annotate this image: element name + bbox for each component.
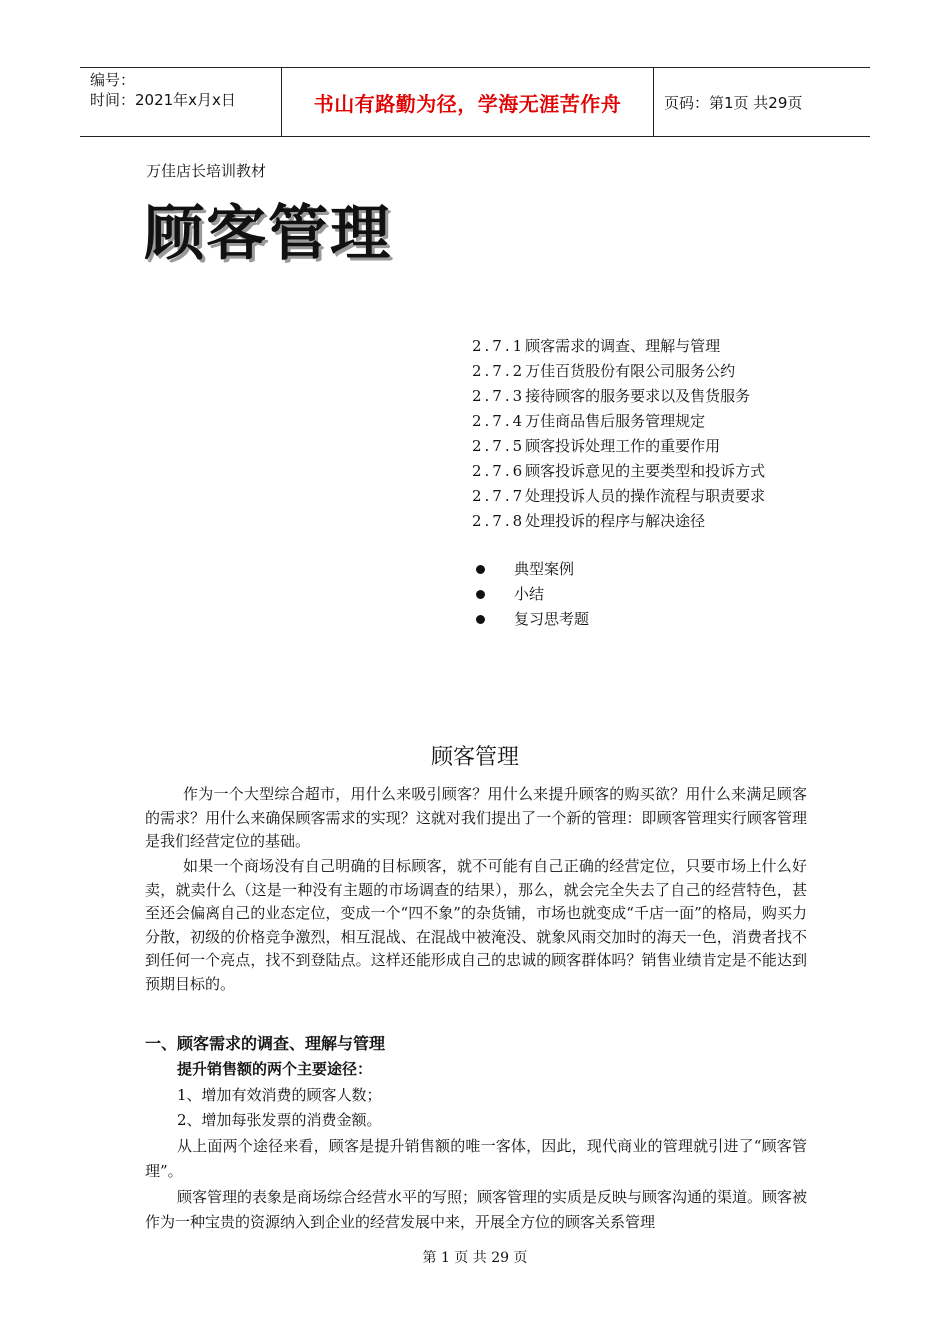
sub-heading: 提升销售额的两个主要途径： [177,1060,373,1078]
section-content [145,1057,807,1236]
list-item: 1、增加有效消费的顾客人数； [177,1085,382,1104]
toc-item: 2.7.1顾客需求的调查、理解与管理 [472,337,721,355]
table-of-contents [472,334,765,534]
header-motto-cell [282,68,654,136]
bullet-item: 复习思考题 [476,607,589,632]
toc-item: 2.7.5顾客投诉处理工作的重要作用 [472,437,721,455]
bullet-dot-icon [476,590,485,599]
toc-item: 2.7.6顾客投诉意见的主要类型和投诉方式 [472,462,766,480]
header-page-cell [654,68,870,136]
body-paragraph: 如果一个商场没有自己明确的目标顾客，就不可能有自己正确的经营定位，只要市场上什么好卖，就卖什么（这是一种没有主题的市场调查的结果），那么，就会完全失去了自己的经营特色，甚至还会偏离自己的业态定位，变成一个“四不象”的杂货铺，市场也就变成“千店一面”的格局，购买力分散，初级的价格竞争激烈，相互混战、在混战中被淹没、就象风雨交加时的海天一色，消费者找不到任何一个亮点，找不到登陆点。这样还能形成自己的忠诚的顾客群体吗？销售业绩肯定是不能达到预期目标的。 [145,857,807,993]
list-item: 2、增加每张发票的消费金额。 [177,1111,382,1129]
document-title: 顾客管理 [144,199,392,269]
bullet-item: 小结 [476,582,589,607]
heading-level-1: 一、顾客需求的调查、理解与管理 [145,1034,386,1053]
bullet-dot-icon [476,615,485,624]
document-subtitle: 万佳店长培训教材 [146,162,267,180]
section-title: 顾客管理 [430,745,519,770]
header-meta-cell [80,68,282,136]
time-label: 时间：2021年x月x日 [90,91,236,109]
body-paragraph: 从上面两个途径来看，顾客是提升销售额的唯一客体，因此，现代商业的管理就引进了“顾客管理”。 [145,1136,807,1180]
page-info: 页码：第1页 共29页 [664,93,803,112]
bullet-dot-icon [476,565,485,574]
body-paragraph: 作为一个大型综合超市，用什么来吸引顾客？用什么来提升顾客的购买欲？用什么来满足顾客的需求？用什么来确保顾客需求的实现？这就对我们提出了一个新的管理：即顾客管理实行顾客管理是我们经营定位的基础。 [145,785,807,851]
toc-item: 2.7.2万佳百货股份有限公司服务公约 [472,362,736,380]
number-label: 编号： [90,71,136,89]
body-paragraph: 顾客管理的表象是商场综合经营水平的写照；顾客管理的实质是反映与顾客沟通的渠道。顾客被作为一种宝贵的资源纳入到企业的经营发展中来，开展全方位的顾客关系管理 [145,1187,808,1231]
bullet-item: 典型案例 [476,557,589,582]
toc-item: 2.7.3接待顾客的服务要求以及售货服务 [472,387,751,405]
page-footer: 第 1 页 共 29 页 [422,1250,528,1266]
header-table [80,67,870,137]
motto-text: 书山有路勤为径，学海无涯苦作舟 [313,91,622,116]
toc-item: 2.7.4万佳商品售后服务管理规定 [472,412,706,430]
toc-item: 2.7.7处理投诉人员的操作流程与职责要求 [472,487,766,505]
bullet-list [476,557,589,632]
toc-item: 2.7.8处理投诉的程序与解决途径 [472,512,706,530]
